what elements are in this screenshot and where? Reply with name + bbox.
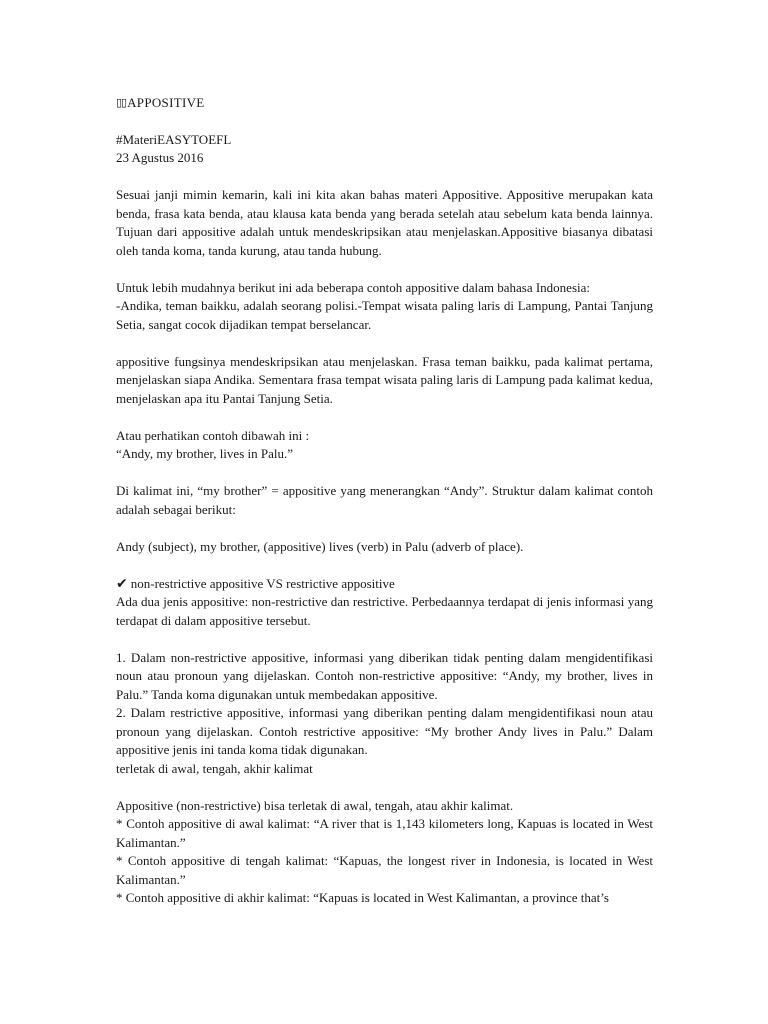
hashtag-line: #MateriEASYTOEFL bbox=[116, 131, 232, 147]
position-intro: Appositive (non-restrictive) bisa terletak di awal, tengah, atau akhir kalimat. bbox=[116, 797, 514, 813]
position-example-tengah: * Contoh appositive di tengah kalimat: “Kapuas, the longest river in Indonesia, is located in West Kalimantan.” bbox=[116, 853, 653, 887]
section-paragraph: Ada dua jenis appositive: non-restrictive dan restrictive. Perbedaannya terdapat di jenis informasi yang terdapat di dalam appositive tersebut. bbox=[116, 594, 653, 628]
page-title bbox=[116, 94, 653, 113]
date-line: 23 Agustus 2016 bbox=[116, 150, 204, 165]
attention-line: Atau perhatikan contoh dibawah ini : bbox=[116, 427, 310, 443]
position-heading: terletak di awal, tengah, akhir kalimat bbox=[116, 760, 313, 776]
example-english: “Andy, my brother, lives in Palu.” bbox=[116, 446, 293, 461]
example-indonesian: -Andika, teman baikku, adalah seorang polisi.-Tempat wisata paling laris di Lampung, Pantai Tanjung Setia, sangat cocok dijadikan tempat berselancar. bbox=[116, 298, 653, 332]
structure-paragraph: Di kalimat ini, “my brother” = appositive yang menerangkan “Andy”. Struktur dalam kalimat contoh adalah sebagai berikut: bbox=[116, 483, 653, 517]
check-mark-icon: ✔ bbox=[116, 575, 128, 592]
point-one: 1. Dalam non-restrictive appositive, informasi yang diberikan tidak penting dalam mengidentifikasi noun atau pronoun yang dijelaskan. Contoh non-restrictive appositive: “Andy, my brother, lives in Palu.” Tanda koma digunakan untuk membedakan appositive. bbox=[116, 649, 653, 702]
section-heading bbox=[116, 575, 653, 594]
position-example-akhir: * Contoh appositive di akhir kalimat: “Kapuas is located in West Kalimantan, a province that’s bbox=[116, 890, 609, 905]
intro-paragraph: Sesuai janji mimin kemarin, kali ini kita akan bahas materi Appositive. Appositive merupakan kata benda, frasa kata benda, atau klausa kata benda yang berada setelah atau sebelum kata benda lainnya. Tujuan dari appositive adalah untuk mendeskripsikan atau menjelaskan.Appositive biasanya dibatasi oleh tanda koma, tanda kurung, atau tanda hubung. bbox=[116, 187, 653, 258]
position-example-awal: * Contoh appositive di awal kalimat: “A river that is 1,143 kilometers long, Kapuas is located in West Kalimantan.” bbox=[116, 816, 653, 850]
structure-line: Andy (subject), my brother, (appositive) lives (verb) in Palu (adverb of place). bbox=[116, 538, 524, 554]
document-body bbox=[116, 94, 653, 908]
point-two: 2. Dalam restrictive appositive, informasi yang diberikan penting dalam mengidentifikasi noun atau pronoun yang dijelaskan. Contoh restrictive appositive: “My brother Andy lives in Palu.” Dalam appositive jenis ini tanda koma tidak digunakan. bbox=[116, 705, 653, 757]
section-heading-text: non-restrictive appositive VS restrictive appositive bbox=[130, 575, 395, 591]
function-paragraph: appositive fungsinya mendeskripsikan atau menjelaskan. Frasa teman baikku, pada kalimat pertama, menjelaskan siapa Andika. Sementara frasa tempat wisata paling laris di Lampung pada kalimat kedua, menjelaskan apa itu Pantai Tanjung Setia. bbox=[116, 353, 653, 406]
missing-glyph-icon: ▯▯ bbox=[116, 97, 127, 109]
example-intro: Untuk lebih mudahnya berikut ini ada beberapa contoh appositive dalam bahasa Indonesia: bbox=[116, 279, 590, 295]
page-title-text: APPOSITIVE bbox=[127, 95, 205, 110]
